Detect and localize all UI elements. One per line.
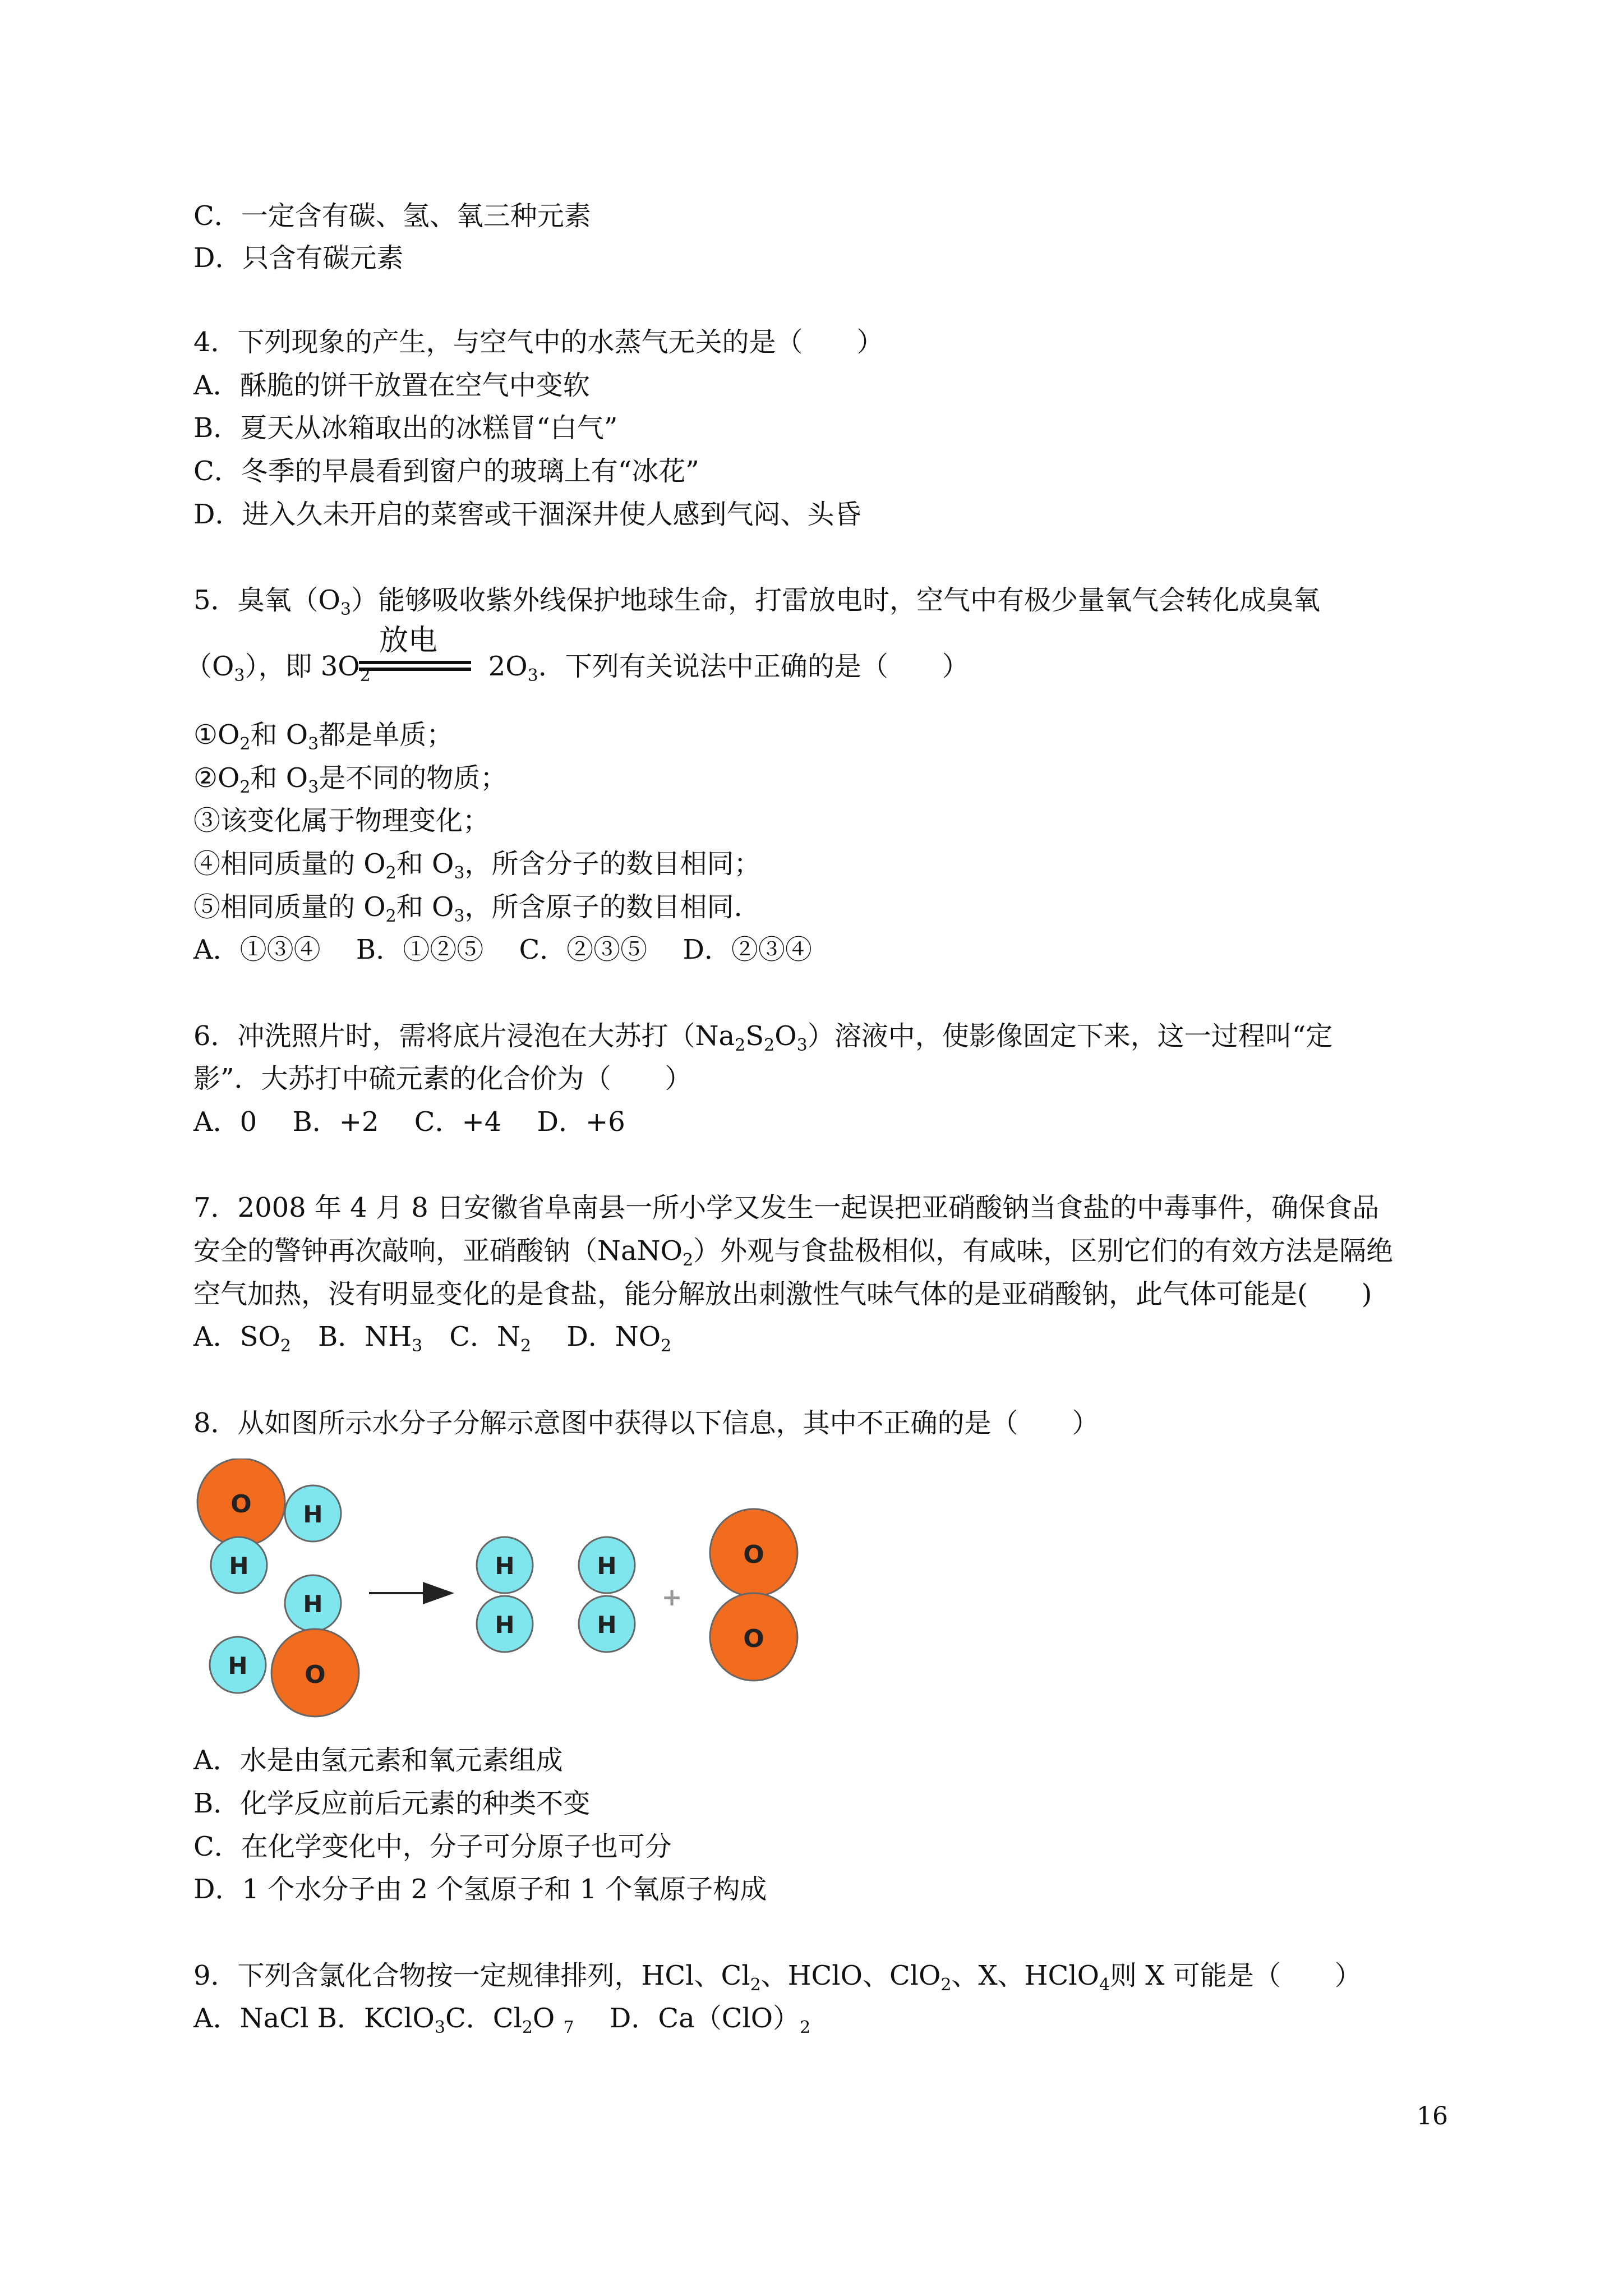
q3-option-c: C．一定含有碳、氢、氧三种元素 <box>193 200 591 232</box>
q9-stem: 9．下列含氯化合物按一定规律排列，HCl、$Cl_2$、HClO、ClO$_2$、X、HClO$_4$则 X 可能是（ ） <box>193 1960 1362 1995</box>
oxygen-molecule <box>710 1509 797 1681</box>
hydrogen-molecule-1 <box>477 1537 533 1652</box>
hydrogen-atom-label: H <box>228 1652 248 1680</box>
q7-stem-line2: 安全的警钟再次敲响，亚硝酸钠（NaNO$_2$）外观与食盐极相似，有咸味，区别它们的有效方法是隔绝 <box>193 1235 1394 1270</box>
hydrogen-atom-label: H <box>303 1590 323 1618</box>
q8-option-b: B．化学反应前后元素的种类不变 <box>193 1788 591 1819</box>
hydrogen-atom-label: H <box>495 1552 515 1580</box>
q8-option-d: D．1 个水分子由 2 个氢原子和 1 个氧原子构成 <box>193 1874 767 1905</box>
q6-options: A．0 B．+2 C．+4 D．+6 <box>193 1106 625 1138</box>
q5-stem-line2: $(O_3)$，即 $3O_2$ $2O_3$．下列有关说法中正确的是（ ） <box>185 651 969 685</box>
oxygen-atom-label: O <box>305 1660 326 1689</box>
q4-option-d: D．进入久未开启的菜窖或干涸深井使人感到气闷、头昏 <box>193 499 861 530</box>
q5-statement-4: ④相同质量的 $O_2$和 $O_3$，所含分子的数目相同； <box>193 848 761 883</box>
hydrogen-atom-label: H <box>495 1611 515 1639</box>
water-decomposition-diagram <box>191 1458 819 1722</box>
hydrogen-atom-label: H <box>303 1501 323 1528</box>
q5-statement-1: $①O_2$和 $O_3$都是单质； <box>193 719 454 754</box>
hydrogen-molecule-2 <box>579 1537 635 1652</box>
q6-stem-line2: 影”．大苏打中硫元素的化合价为（ ） <box>193 1063 692 1094</box>
q3-option-d: D．只含有碳元素 <box>193 242 404 274</box>
q5-reaction-condition: 放电 <box>379 624 438 657</box>
q8-stem: 8．从如图所示水分子分解示意图中获得以下信息，其中不正确的是（ ） <box>193 1407 1099 1439</box>
q6-stem-line1: 6．冲洗照片时，需将底片浸泡在大苏打$(Na_2S_2O_3)$溶液中，使影像固定下来，这一过程叫“定 <box>193 1020 1333 1055</box>
oxygen-atom-label: O <box>743 1540 764 1569</box>
q4-option-c: C．冬季的早晨看到窗户的玻璃上有“冰花” <box>193 455 699 487</box>
water-molecule-2 <box>210 1575 359 1717</box>
q4-stem: 4．下列现象的产生，与空气中的水蒸气无关的是（ ） <box>193 326 884 358</box>
q5-statement-3: ③该变化属于物理变化； <box>193 805 490 836</box>
q7-options: A．$SO_2$ B．$NH_3$ C．$N_2$ D．$NO_2$ <box>193 1321 672 1356</box>
hydrogen-atom-label: H <box>597 1611 617 1639</box>
q8-option-c: C．在化学变化中，分子可分原子也可分 <box>193 1831 672 1862</box>
q5-stem-line1: 5．臭氧$(O_3)$能够吸收紫外线保护地球生命，打雷放电时，空气中有极少量氧气会转化成臭氧 <box>193 585 1321 619</box>
page-number: 16 <box>1417 2102 1448 2131</box>
hydrogen-atom-label: H <box>597 1552 617 1580</box>
q5-statement-5: ⑤相同质量的 $O_2$和 $O_3$，所含原子的数目相同. <box>193 891 743 926</box>
water-molecule-1 <box>197 1458 341 1593</box>
q5-statement-2: $②O_2$和 $O_3$是不同的物质； <box>193 762 508 797</box>
q4-option-a: A．酥脆的饼干放置在空气中变软 <box>193 370 590 401</box>
q5-options: A．①③④ B．①②⑤ C．②③⑤ D．②③④ <box>193 934 812 965</box>
q8-option-a: A．水是由氢元素和氧元素组成 <box>193 1745 563 1776</box>
q7-stem-line1: 7．2008 年 4 月 8 日安徽省阜南县一所小学又发生一起误把亚硝酸钠当食盐的中毒事件，确保食品 <box>193 1192 1380 1223</box>
q7-stem-line3: 空气加热，没有明显变化的是食盐，能分解放出刺激性气味气体的是亚硝酸钠，此气体可能是( ) <box>193 1278 1372 1310</box>
hydrogen-atom-label: H <box>229 1552 249 1580</box>
oxygen-atom-label: O <box>743 1625 764 1653</box>
oxygen-atom-label: O <box>230 1490 252 1519</box>
plus-sign: + <box>661 1583 683 1612</box>
q9-options: A．NaCl B．KClO$_3$C．$Cl_2O$ $_7$ D．$Ca(ClO)_2$ <box>193 2003 811 2037</box>
q4-option-b: B．夏天从冰箱取出的冰糕冒“白气” <box>193 412 618 444</box>
